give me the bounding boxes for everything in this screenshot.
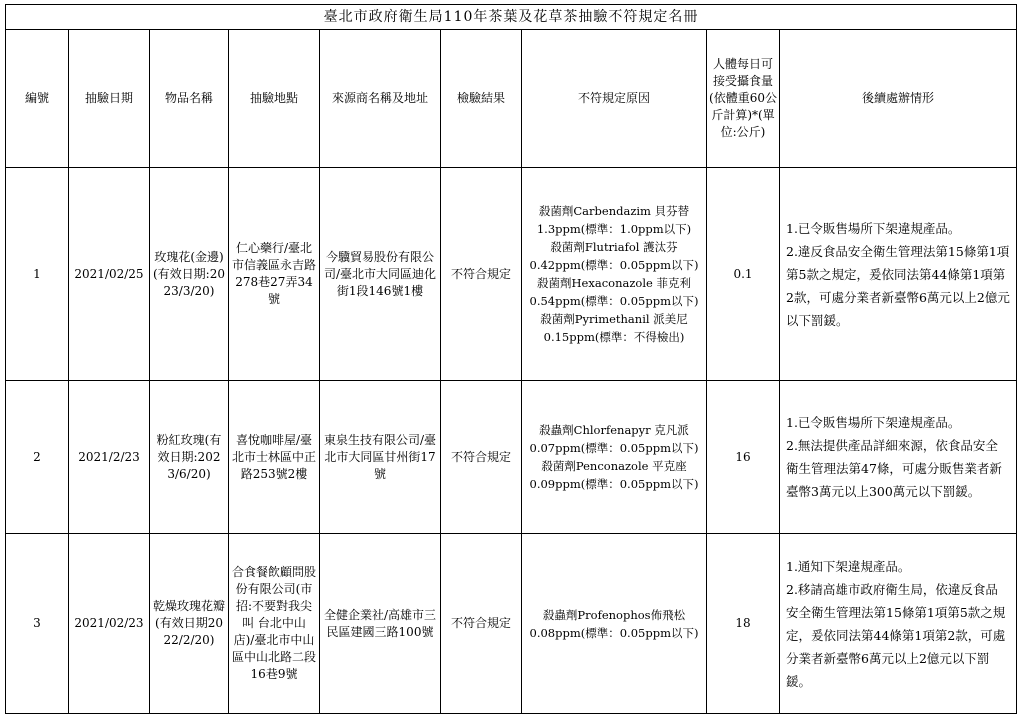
- header-no: 編號: [6, 30, 69, 168]
- cell-cause: [522, 534, 707, 714]
- cause-line: 1.3ppm(標準：1.0ppm以下): [536, 222, 692, 236]
- cell-date: 2021/2/23: [69, 381, 150, 534]
- table-row: [6, 381, 1017, 534]
- follow-line: 1.通知下架違規產品。: [786, 558, 911, 574]
- cell-follow: [780, 168, 1017, 381]
- cause-line: 殺菌劑Penconazole 平克座: [541, 459, 687, 473]
- cell-item: 乾燥玫瑰花瓣(有效日期2022/2/20): [150, 534, 229, 714]
- table-row: [6, 168, 1017, 381]
- cell-no: 1: [6, 168, 69, 381]
- follow-line: 1.已令販售場所下架違規產品。: [786, 220, 961, 236]
- cell-cause: [522, 168, 707, 381]
- header-item: 物品名稱: [150, 30, 229, 168]
- cause-line: 0.42ppm(標準：0.05ppm以下): [529, 258, 699, 272]
- header-intake: 人體每日可接受攝食量(依體重60公斤計算)*(單位:公斤): [707, 30, 780, 168]
- cause-line: 殺蟲劑Profenophos佈飛松: [542, 607, 686, 622]
- cause-line: 0.09ppm(標準：0.05ppm以下): [529, 477, 699, 491]
- cause-line: 殺菌劑Flutriafol 護汰芬: [550, 240, 678, 254]
- follow-line: 2.無法提供產品詳細來源，依食品安全衛生管理法第47條，可處分販售業者新臺幣3萬元以上300萬元以下罰鍰。: [786, 438, 1002, 499]
- cell-location: 仁心藥行/臺北市信義區永吉路278巷27弄34號: [229, 168, 320, 381]
- cell-cause: [522, 381, 707, 534]
- cell-intake: 0.1: [707, 168, 780, 381]
- cell-location: 合食餐飲顧問股份有限公司(市招:不要對我尖叫 台北中山店)/臺北市中山區中山北路二段16巷9號: [229, 534, 320, 714]
- header-source: 來源商名稱及地址: [320, 30, 441, 168]
- cell-intake: 16: [707, 381, 780, 534]
- header-row: [6, 30, 1017, 168]
- header-date: 抽驗日期: [69, 30, 150, 168]
- cell-source: 今驥貿易股份有限公司/臺北市大同區迪化街1段146號1樓: [320, 168, 441, 381]
- cause-line: 0.15ppm(標準：不得檢出): [543, 330, 685, 344]
- cause-line: 0.08ppm(標準：0.05ppm以下): [529, 625, 699, 640]
- cell-no: 2: [6, 381, 69, 534]
- cause-line: 殺蟲劑Chlorfenapyr 克凡派: [539, 423, 689, 437]
- cell-source: 東泉生技有限公司/臺北市大同區甘州街17號: [320, 381, 441, 534]
- cell-intake: 18: [707, 534, 780, 714]
- header-follow: 後續處辦情形: [780, 30, 1017, 168]
- cell-follow: [780, 381, 1017, 534]
- cell-result: 不符合規定: [441, 534, 522, 714]
- header-location: 抽驗地點: [229, 30, 320, 168]
- cause-line: 0.54ppm(標準：0.05ppm以下): [529, 294, 699, 308]
- follow-line: 2.違反食品安全衛生管理法第15條第1項第5款之規定，爰依同法第44條第1項第2款，可處分業者新臺幣6萬元以上2億元以下罰鍰。: [786, 243, 1010, 328]
- cell-no: 3: [6, 534, 69, 714]
- cell-result: 不符合規定: [441, 381, 522, 534]
- table-row: [6, 534, 1017, 714]
- cell-item: 粉紅玫瑰(有效日期:2023/6/20): [150, 381, 229, 534]
- follow-line: 2.移請高雄市政府衛生局，依違反食品安全衛生管理法第15條第1項第5款之規定，爰依同法第44條第1項第2款，可處分業者新臺幣6萬元以上2億元以下罰鍰。: [786, 581, 1006, 689]
- cell-result: 不符合規定: [441, 168, 522, 381]
- cause-line: 0.07ppm(標準：0.05ppm以下): [529, 441, 699, 455]
- cell-item: 玫瑰花(金邊)(有效日期:2023/3/20): [150, 168, 229, 381]
- follow-line: 1.已令販售場所下架違規產品。: [786, 415, 961, 430]
- cause-line: 殺菌劑Hexaconazole 菲克利: [537, 276, 691, 290]
- document-sheet: [5, 4, 1016, 714]
- table-title: 臺北市政府衛生局110年茶葉及花草茶抽驗不符規定名冊: [6, 5, 1017, 30]
- cell-date: 2021/02/23: [69, 534, 150, 714]
- header-result: 檢驗結果: [441, 30, 522, 168]
- header-cause: 不符規定原因: [522, 30, 707, 168]
- cell-location: 喜悅咖啡屋/臺北市士林區中正路253號2樓: [229, 381, 320, 534]
- cell-date: 2021/02/25: [69, 168, 150, 381]
- cell-source: 全健企業社/高雄市三民區建國三路100號: [320, 534, 441, 714]
- cause-line: 殺菌劑Pyrimethanil 派美尼: [540, 312, 688, 326]
- cell-follow: [780, 534, 1017, 714]
- cause-line: 殺菌劑Carbendazim 貝芬替: [538, 204, 690, 218]
- violation-table: [5, 4, 1017, 714]
